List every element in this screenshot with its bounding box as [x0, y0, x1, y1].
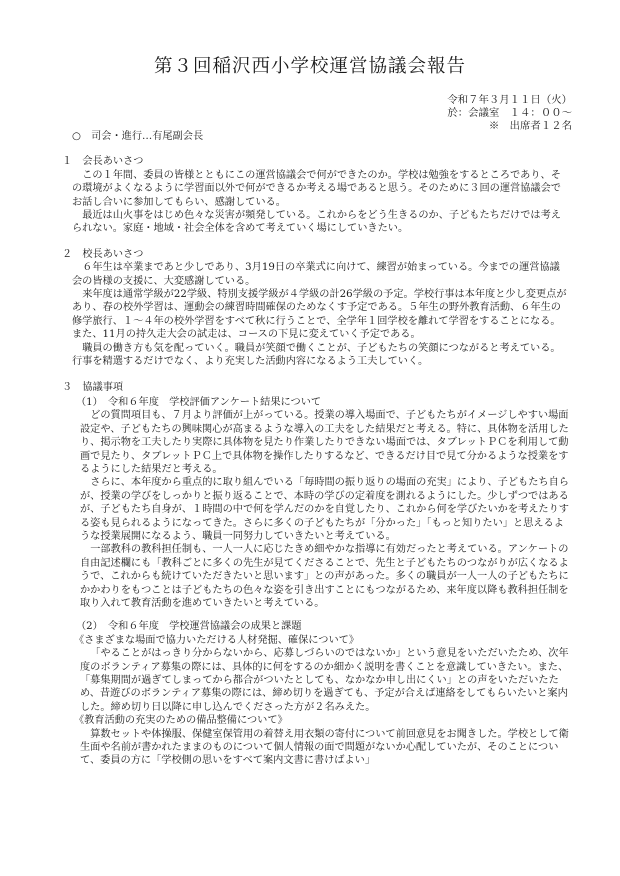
topic-heading: 《さまざまな場面で協力いただける人材発掘、確保について》 [74, 634, 360, 646]
section-heading: １ 会長あいさつ [62, 156, 144, 168]
section-heading: ２ 校長あいさつ [62, 248, 144, 260]
report-body [62, 130, 570, 768]
paragraph: さらに、本年度から重点的に取り組んでいる「毎時間の振り返りの場面の充実」により、子どもたち自らが、授業の学びをしっかりと振り返ることで、本時の学びの定着度を測れるようにした。少しずつではあるが、子どもたち自身が、１時間の中で何を学んだのかを自覚したり、これから何を学びたいかを考えたりする姿も見られるようになってきた。さらに多くの子どもたちが「分かった」「もっと知りたい」と思えるような授業展開になるよう、職員一同努力していきたいと考えている。 [80, 477, 569, 542]
section-principal-greeting [62, 248, 570, 369]
paragraph: 「やることがはっきり分からないから、応募しづらいのではないか」という意見をいただいたため、次年度のボランティア募集の際には、具体的に何をするのか細かく説明を書くことを意識していきたい。また、「募集期間が過ぎてしまってから都合がついたとしても、なかなか申し出にくい」との声をいただいたため、昔遊びのボランティア募集の際には、締め切りを過ぎても、予定が合えば連絡をしてもらいたいと案内した。締め切り日以降に申し込んでくださった方が２名みえた。 [80, 648, 569, 713]
paragraph: 一部教科の教科担任制も、一人一人に応じたきめ細やかな指導に有効だったと考えている。アンケートの自由記述欄にも「教科ごとに多くの先生が見てくださることで、先生と子どもたちのつながりが広くなるようで、これからも続けていただきたいと思います」との声があった。多くの職員が一人一人の子どもたちにかかわりをもつことは子どもたちの色々な姿を引き出すことにもつながるため、来年度以降も教科担任制を取り入れて教育活動を進めていきたいと考えている。 [80, 544, 569, 609]
paragraph: どの質問項目も、７月より評価が上がっている。授業の導入場面で、子どもたちがイメージしやすい場面設定や、子どもたちの興味関心が高まるような導入の工夫をした結果だと考える。特に、具体物を活用したり、掲示物を工夫したり実際に具体物を見たり作業したりできない場面では、タブレットＰＣを利用して動画で見たり、タブレットＰＣ上で具体物を操作したりするなど、できるだけ目で見て分かるような授業をするようにした結果だと考える。 [80, 410, 569, 475]
meeting-info [447, 94, 572, 134]
section-heading: ３ 協議事項 [62, 381, 124, 393]
paragraph: この１年間、委員の皆様とともにこの運営協議会で何ができたのか。学校は勉強をするところであり、その環境がよくなるように学習面以外で何ができるか考える場であると思う。そのために３回の運営協議会でお話し合いに参加してもらい、感謝している。 [72, 169, 561, 208]
paragraph: 職員の働き方も気を配っていく。職員が笑顔で働くことが、子どもたちの笑顔につながると考えている。行事を精選するだけでなく、より充実した活動内容になるよう工夫していく。 [72, 342, 561, 368]
subsection-heading: （2） 令和６年度 学校運営協議会の成果と課題 [76, 621, 302, 633]
agenda-item-survey [62, 396, 570, 611]
chair-line: ○ 司会・進行…有尾副会長 [72, 131, 204, 142]
attendee-count: ※ 出席者１２名 [488, 120, 572, 133]
paragraph: 算数セットや体操服、保健室保管用の着替え用衣類の寄付について前回意見をお聞きした。学校として衛生面や名前が書かれたままのものについて個人情報の面で問題がないか心配していたが、そのことについて、委員の方に「学校側の思いをすべて案内文書に書けばよい」 [80, 728, 569, 767]
section-chairman-greeting [62, 155, 570, 235]
page-title: 第３回稲沢西小学校運営協議会報告 [153, 56, 466, 77]
paragraph: 来年度は通常学級が22学級、特別支援学級が４学級の計26学級の予定。学校行事は本年度と少し変更点があり、春の校外学習は、運動会の練習時間確保のためなくす予定である。５年生の野外教育活動、６年生の修学旅行、１～４年の校外学習をすべて秋に行うことで、全学年１回学校を離れて学習をすることになる。また、11月の持久走大会の試走は、コースの下見に変えていく予定である。 [72, 289, 567, 341]
meeting-place: 於：会議室 １４：００～ [447, 107, 572, 120]
topic-heading: 《教育活動の充実のための備品整備について》 [74, 715, 288, 727]
meeting-date: 令和７年３月１１日（火） [447, 94, 572, 106]
paragraph: ６年生は卒業まであと少しであり、3月19日の卒業式に向けて、練習が始まっている。今までの運営協議会の皆様の支援に、大変感謝している。 [72, 262, 560, 287]
agenda-item-results [62, 620, 570, 767]
subsection-heading: （1） 令和６年度 学校評価アンケート結果について [76, 396, 322, 408]
paragraph: 最近は山火事をはじめ色々な災害が頻発している。これからをどう生きるのか、子どもたちだけでは考えられない。家庭・地域・社会全体を含めて考えていく場にしていきたい。 [72, 210, 561, 235]
section-agenda [62, 381, 570, 768]
